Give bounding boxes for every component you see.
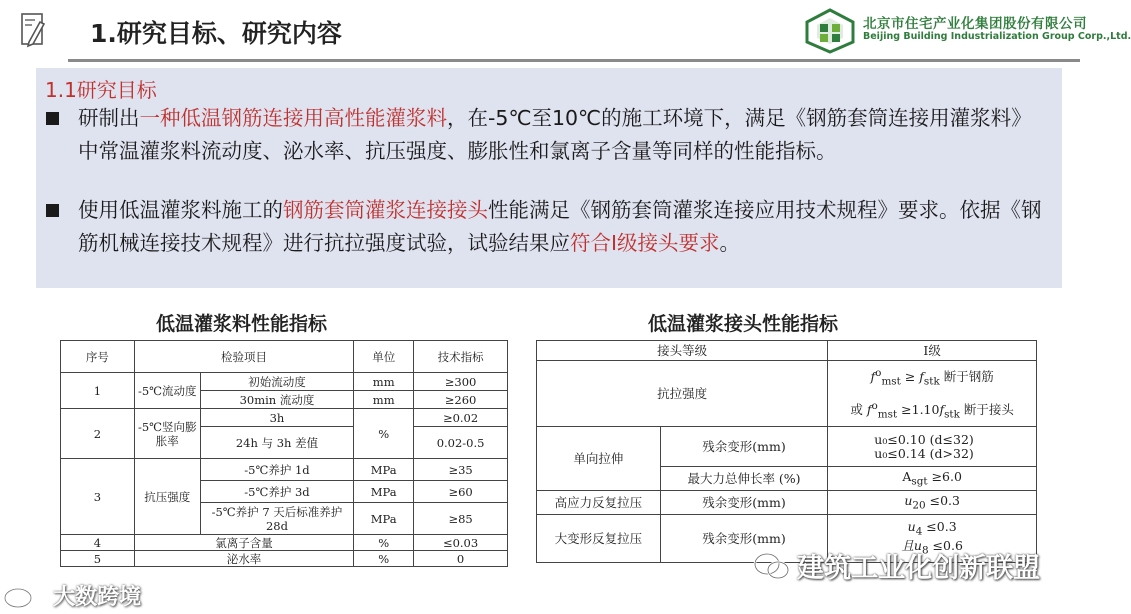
table2-strength-label: 抗拉强度 <box>537 361 828 427</box>
watermark-left-text: 大数跨境 <box>53 585 142 610</box>
uni-value-1: u₀≤0.10 (d≤32) <box>874 431 974 447</box>
grout-performance-table <box>60 340 508 567</box>
large-sub-1: 4 <box>915 525 923 538</box>
table-cell <box>828 427 1037 467</box>
table-cell: 泌水率 <box>134 551 353 567</box>
table-cell: -5℃流动度 <box>134 373 200 409</box>
header-divider <box>68 59 1080 62</box>
table-cell: ≥35 <box>414 459 508 481</box>
formula-sub: mst <box>877 408 898 421</box>
pencil-icon <box>20 12 46 48</box>
table-cell: mm <box>354 391 414 409</box>
watermark-right-text: 建筑工业化创新联盟 <box>797 553 1041 584</box>
table-cell: 单向拉伸 <box>537 427 661 491</box>
table-cell: 1 <box>61 373 135 409</box>
table-cell: ≤0.03 <box>414 535 508 551</box>
table-cell: MPa <box>354 481 414 503</box>
table2-header-grade: 接头等级 <box>537 341 828 361</box>
table1-header-no: 序号 <box>61 341 135 373</box>
table-cell: 4 <box>61 535 135 551</box>
table-cell: -5℃竖向膨胀率 <box>134 409 200 459</box>
formula-or: 或 <box>850 401 863 417</box>
formula-symbol: f <box>870 369 876 385</box>
table-cell: 氯离子含量 <box>134 535 353 551</box>
table2-strength-value <box>828 361 1037 427</box>
section-title: 1.1研究目标 <box>45 78 157 102</box>
table-cell <box>828 467 1037 491</box>
formula-note: 断于接头 <box>963 401 1014 417</box>
formula-sub: stk <box>944 408 960 421</box>
watermark-left <box>2 580 141 611</box>
square-bullet-icon <box>46 112 59 125</box>
table-cell: 3 <box>61 459 135 535</box>
para2-text-e: 。 <box>719 231 741 255</box>
square-bullet-icon <box>46 204 59 217</box>
table-cell: ≥260 <box>414 391 508 409</box>
table-cell: 残余变形(mm) <box>660 427 828 467</box>
table1-header-req: 技术指标 <box>414 341 508 373</box>
table-cell: 0 <box>414 551 508 567</box>
elong-symbol: A <box>902 468 912 484</box>
para2-text-c: 性能满足《钢筋套筒灌浆连接应用技术规程》要求。依据《钢筋机械连接技术规程》进行抗拉强度试验，试验结果应 <box>78 198 1042 255</box>
formula-sup: o <box>871 399 878 412</box>
para1-text-c: ，在-5℃至10℃的施工环境下，满足《钢筋套筒连接用灌浆料》中常温灌浆料流动度、泌水率、抗压强度、膨胀性和氯离子含量等同样的性能指标。 <box>78 106 1032 163</box>
company-logo <box>803 8 857 54</box>
table-cell: ≥60 <box>414 481 508 503</box>
table-cell: ≥300 <box>414 373 508 391</box>
table-cell: 最大力总伸长率 (%) <box>660 467 828 491</box>
elong-sub: sgt <box>911 475 928 488</box>
table1-header-unit: 单位 <box>354 341 414 373</box>
formula-rel: ≥1.10 <box>901 401 940 417</box>
high-rel: ≤0.3 <box>925 492 960 508</box>
large-rel-1: ≤0.3 <box>922 519 957 535</box>
weibo-icon <box>2 582 48 610</box>
wechat-icon <box>752 551 792 581</box>
formula-symbol: f <box>939 401 945 417</box>
table1-header-item: 检验项目 <box>134 341 353 373</box>
table-cell: -5℃养护 1d <box>200 459 354 481</box>
company-name-cn: 北京市住宅产业化集团股份有限公司 <box>863 16 1087 32</box>
large-sub-2: 8 <box>921 544 929 557</box>
table2-caption: 低温灌浆接头性能指标 <box>648 313 839 335</box>
table-cell: 残余变形(mm) <box>660 491 828 515</box>
formula-rel: ≥ <box>904 369 916 385</box>
watermark-right <box>752 546 1040 585</box>
objective-paragraph-1 <box>46 102 1046 168</box>
table-cell: 大变形反复拉压 <box>537 515 661 563</box>
large-symbol-2: 且u <box>901 537 922 553</box>
table-cell: MPa <box>354 459 414 481</box>
table-cell: 5 <box>61 551 135 567</box>
high-sub: 20 <box>912 499 926 512</box>
formula-sup: o <box>875 367 882 379</box>
table-cell: mm <box>354 373 414 391</box>
table1-caption: 低温灌浆料性能指标 <box>156 313 328 335</box>
table-cell <box>828 491 1037 515</box>
table-cell: % <box>354 409 414 459</box>
objectives-panel <box>36 68 1062 288</box>
table-cell: -5℃养护 7 天后标准养护 28d <box>200 503 354 535</box>
table2-header-level: Ⅰ级 <box>828 341 1037 361</box>
table-cell: 抗压强度 <box>134 459 200 535</box>
slide-header <box>0 0 1131 62</box>
table-cell: 0.02-0.5 <box>414 427 508 459</box>
company-name-en: Beijing Building Industrialization Group Corp.,Ltd. <box>863 31 1131 42</box>
table-cell: 3h <box>200 409 354 427</box>
para2-highlight-2: 符合Ⅰ级接头要求 <box>570 231 720 255</box>
table-cell: 2 <box>61 409 135 459</box>
objective-paragraph-2 <box>46 194 1046 260</box>
formula-note: 断于钢筋 <box>943 369 994 385</box>
formula-symbol: f <box>866 401 872 417</box>
table-cell: 高应力反复拉压 <box>537 491 661 515</box>
table-cell: 初始流动度 <box>200 373 354 391</box>
table-cell: -5℃养护 3d <box>200 481 354 503</box>
uni-value-2: u₀≤0.14 (d>32) <box>874 445 974 461</box>
high-symbol: u <box>904 492 913 508</box>
table-cell: 24h 与 3h 差值 <box>200 427 354 459</box>
table-cell: ≥85 <box>414 503 508 535</box>
para1-highlight: 一种低温钢筋连接用高性能灌浆料 <box>139 106 447 130</box>
formula-sub: mst <box>881 375 901 388</box>
large-rel-2: ≤0.6 <box>928 537 963 553</box>
formula-sub: stk <box>923 375 940 388</box>
para2-text-a: 使用低温灌浆料施工的 <box>78 198 283 222</box>
table-cell: 残余变形(mm) <box>660 515 828 563</box>
table-cell: % <box>354 535 414 551</box>
formula-symbol: f <box>919 369 924 385</box>
table-cell: MPa <box>354 503 414 535</box>
elong-rel: ≥6.0 <box>927 468 962 484</box>
para2-highlight-1: 钢筋套筒灌浆连接接头 <box>283 198 488 222</box>
joint-performance-table <box>536 340 1037 563</box>
table-cell: % <box>354 551 414 567</box>
table-cell: ≥0.02 <box>414 409 508 427</box>
table-cell: 30min 流动度 <box>200 391 354 409</box>
large-symbol-1: u <box>907 519 916 535</box>
page-title: 1.研究目标、研究内容 <box>90 19 342 48</box>
para1-text-a: 研制出 <box>78 106 140 130</box>
